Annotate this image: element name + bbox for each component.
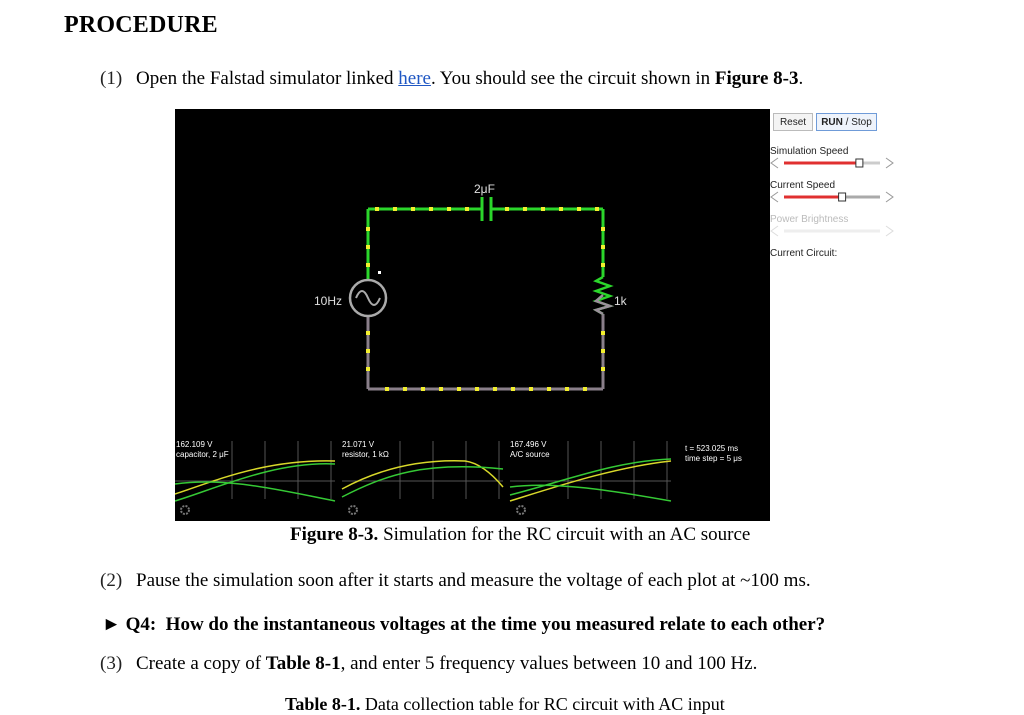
- simulator-canvas[interactable]: [175, 109, 770, 521]
- scope-2-gear-icon[interactable]: [349, 506, 357, 514]
- sim-speed-slider[interactable]: [770, 156, 900, 170]
- scope-3-name: A/C source: [510, 450, 550, 459]
- scope-resistor[interactable]: [342, 461, 503, 497]
- step-1-number: (1): [100, 68, 123, 89]
- step-3-text-after: , and enter 5 frequency values between 10 and 100 Hz.: [340, 653, 758, 674]
- figure-ref: Figure 8-3: [714, 68, 799, 89]
- scope-source[interactable]: [510, 459, 671, 501]
- step-2-text: Pause the simulation soon after it starts and measure the voltage of each plot at ~100 ms.: [136, 570, 811, 591]
- scope-2-value: 21.071 V: [342, 440, 375, 449]
- current-dots: [366, 207, 605, 391]
- scope-2-name: resistor, 1 kΩ: [342, 450, 389, 459]
- circuit-wires-lower: [368, 314, 603, 389]
- step-2: [100, 570, 811, 592]
- ac-source-symbol[interactable]: [350, 280, 386, 316]
- step-3-number: (3): [100, 653, 123, 674]
- circuit-svg: [175, 109, 770, 521]
- step-1-text-before: Open the Falstad simulator linked: [136, 68, 399, 89]
- figure-caption-text: Simulation for the RC circuit with an AC source: [378, 524, 751, 545]
- current-circuit-label: Current Circuit:: [770, 248, 838, 259]
- table-caption-text: Data collection table for RC circuit with AC input: [360, 694, 725, 714]
- table-caption: [285, 694, 725, 715]
- section-heading: PROCEDURE: [64, 12, 218, 38]
- step-3-text-before: Create a copy of: [136, 653, 266, 674]
- current-speed-label: Current Speed: [770, 180, 836, 191]
- capacitor-symbol[interactable]: [482, 197, 491, 221]
- scope-1-name: capacitor, 2 μF: [176, 450, 229, 459]
- table-ref: Table 8-1: [265, 653, 341, 674]
- capacitor-label: 2μF: [474, 182, 495, 196]
- scope-1-value: 162.109 V: [176, 440, 213, 449]
- resistor-label: 1k: [614, 294, 627, 308]
- sim-time: t = 523.025 ms: [685, 444, 739, 453]
- step-2-number: (2): [100, 570, 123, 591]
- step-1-text-end: .: [798, 68, 804, 89]
- scope-3-value: 167.496 V: [510, 440, 547, 449]
- sim-speed-label: Simulation Speed: [770, 146, 849, 157]
- reset-button[interactable]: Reset: [773, 113, 813, 131]
- scope-1-gear-icon[interactable]: [181, 506, 189, 514]
- run-label: RUN: [821, 116, 843, 128]
- current-speed-slider[interactable]: [770, 190, 900, 204]
- simulator-link[interactable]: here: [398, 68, 431, 89]
- resistor-symbol[interactable]: [596, 277, 610, 314]
- q4-marker: ►: [102, 614, 121, 635]
- source-label: 10Hz: [314, 294, 343, 308]
- source-polarity-dot: [378, 271, 381, 274]
- step-3: [100, 653, 757, 675]
- figure-caption: [290, 524, 750, 546]
- stop-label: Stop: [851, 116, 872, 128]
- run-stop-button[interactable]: RUN / Stop: [816, 113, 877, 131]
- table-caption-label: Table 8-1.: [285, 694, 361, 714]
- scope-3-gear-icon[interactable]: [517, 506, 525, 514]
- step-1: [100, 68, 803, 90]
- power-brightness-slider[interactable]: [770, 224, 900, 238]
- power-brightness-label: Power Brightness: [770, 214, 849, 225]
- simulator-panel: [770, 109, 910, 279]
- circuit-wires: [368, 209, 603, 279]
- figure-caption-label: Figure 8-3.: [290, 524, 379, 545]
- q4-text: How do the instantaneous voltages at the time you measured relate to each other?: [165, 614, 826, 635]
- sim-time-step: time step = 5 μs: [685, 454, 742, 463]
- step-1-text-middle: . You should see the circuit shown in: [430, 68, 715, 89]
- q4-label: Q4:: [125, 614, 157, 635]
- question-4: [102, 614, 825, 636]
